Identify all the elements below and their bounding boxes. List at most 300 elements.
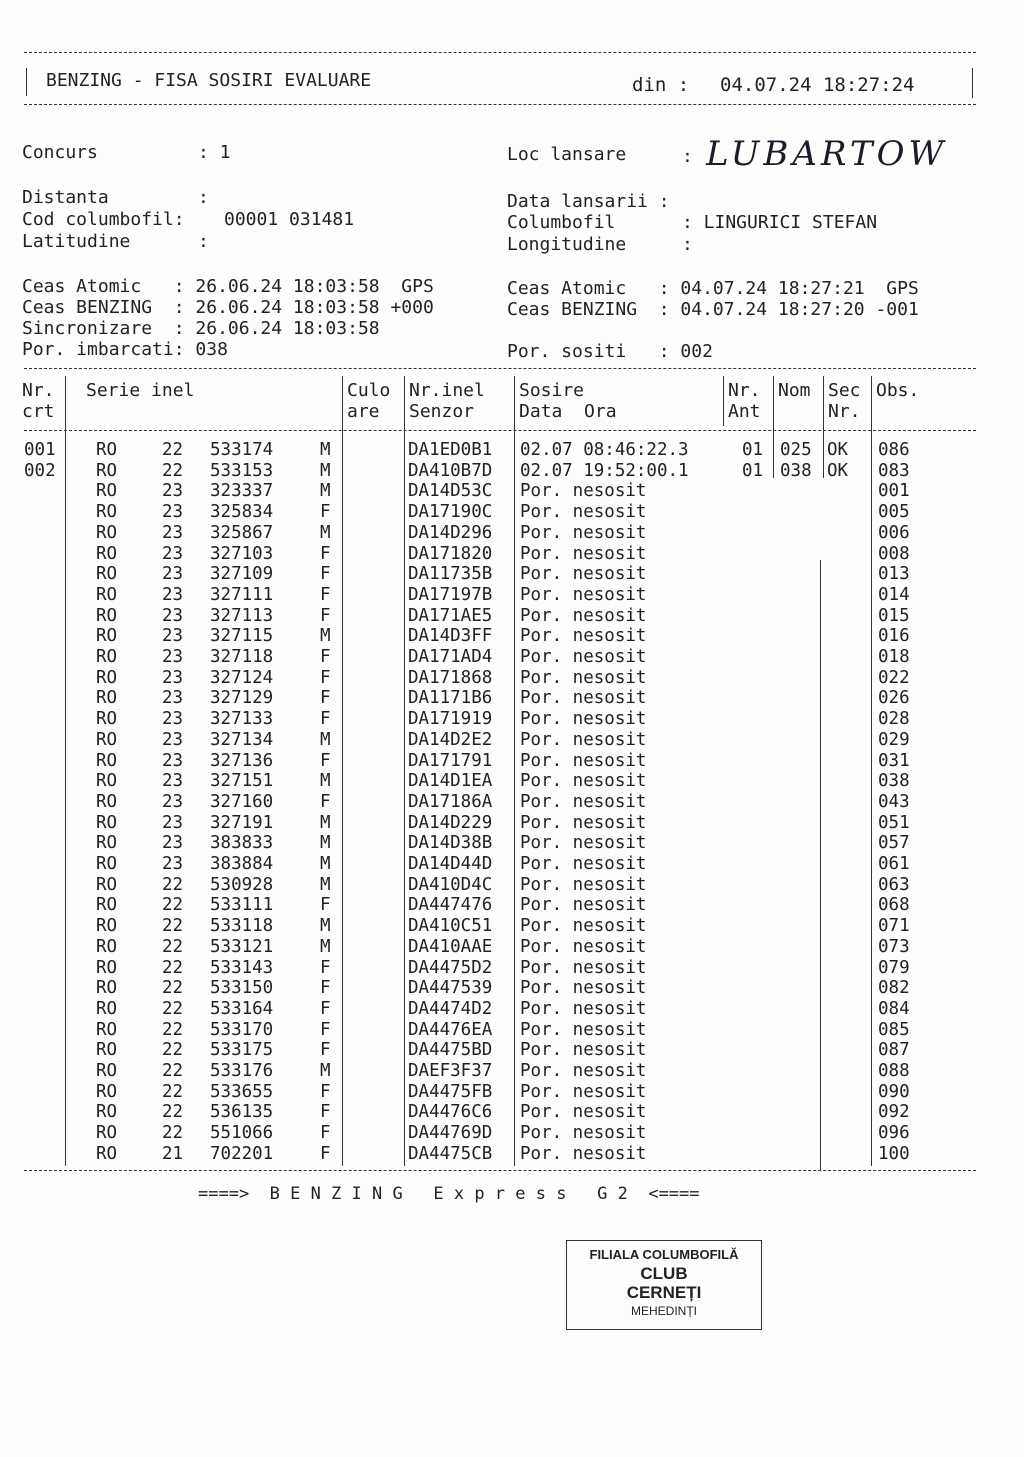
cell-so: Por. nesosit [520, 936, 647, 957]
cell-so: Por. nesosit [520, 812, 647, 833]
cell-obs: 068 [878, 895, 910, 916]
cell-a: 01 [742, 460, 764, 481]
cell-so: Por. nesosit [520, 1040, 647, 1061]
cell-obs: 096 [878, 1123, 910, 1144]
cell-n: 327151 [210, 771, 274, 792]
cell-c: RO [96, 791, 118, 812]
cell-sec: OK [827, 440, 849, 460]
cell-z: DA14D229 [408, 812, 493, 833]
cell-y: 23 [162, 667, 184, 688]
cell-so: Por. nesosit [520, 605, 647, 626]
cell-z: DA410B7D [408, 460, 493, 481]
cell-n: 327133 [210, 709, 274, 730]
latitudine-value: : [198, 231, 209, 252]
cell-z: DA4474D2 [408, 998, 493, 1019]
latitudine-label: Latitudine [22, 231, 131, 252]
cell-y: 23 [162, 833, 184, 854]
table-row [24, 564, 984, 585]
header-left-border [26, 68, 27, 96]
sincronizare: Sincronizare : 26.06.24 18:03:58 [22, 318, 380, 339]
cell-so: Por. nesosit [520, 895, 647, 916]
cell-z: DA4475CB [408, 1143, 493, 1164]
cell-n: 323337 [210, 481, 274, 502]
col-sep [723, 376, 724, 426]
table-row [24, 1040, 984, 1061]
cell-n: 327129 [210, 688, 274, 709]
col-sec: Sec [828, 380, 861, 401]
cell-z: DA11735B [408, 564, 493, 585]
cell-n: 533121 [210, 936, 274, 957]
cell-n: 327160 [210, 791, 274, 812]
cell-obs: 086 [878, 440, 910, 460]
cell-s: M [320, 1061, 331, 1081]
cell-c: RO [96, 605, 118, 626]
cell-crt: 001 [24, 440, 56, 460]
cell-y: 21 [162, 1143, 184, 1164]
cell-z: DA410D4C [408, 874, 493, 895]
cell-z: DA447476 [408, 895, 493, 916]
cell-so: Por. nesosit [520, 1019, 647, 1040]
cell-n: 533143 [210, 957, 274, 978]
cell-y: 22 [162, 874, 184, 895]
cell-n: 533176 [210, 1061, 274, 1081]
cell-n: 702201 [210, 1143, 274, 1164]
cell-c: RO [96, 1123, 118, 1144]
col-nrinel: Nr.inel [409, 380, 485, 401]
cell-c: RO [96, 895, 118, 916]
concurs-label: Concurs [22, 142, 98, 163]
cell-y: 23 [162, 626, 184, 647]
cell-n: 533150 [210, 978, 274, 999]
cell-c: RO [96, 688, 118, 709]
cell-s: F [320, 1040, 331, 1061]
header-bottom-border [24, 104, 976, 105]
cell-z: DA4475BD [408, 1040, 493, 1061]
cell-n: 327111 [210, 584, 274, 605]
cell-so: Por. nesosit [520, 543, 647, 564]
ceas-benzing-end: Ceas BENZING : 04.07.24 18:27:20 -001 [507, 299, 919, 320]
table-row [24, 978, 984, 999]
cell-s: M [320, 833, 331, 854]
cell-y: 22 [162, 440, 184, 460]
cell-n: 383833 [210, 833, 274, 854]
table-row [24, 544, 984, 565]
col-senzor: Senzor [409, 401, 475, 422]
cell-s: F [320, 791, 331, 812]
cell-so: Por. nesosit [520, 481, 647, 502]
table-top-border [24, 368, 976, 369]
cell-c: RO [96, 833, 118, 854]
cell-n: 533111 [210, 895, 274, 916]
cell-obs: 038 [878, 771, 910, 792]
cell-s: M [320, 729, 331, 750]
cell-s: F [320, 584, 331, 605]
cell-y: 22 [162, 957, 184, 978]
cell-n: 383884 [210, 854, 274, 874]
table-row [24, 668, 984, 689]
cell-obs: 057 [878, 833, 910, 854]
cell-y: 22 [162, 998, 184, 1019]
columbofil-value: : LINGURICI STEFAN [682, 212, 878, 233]
cell-obs: 071 [878, 916, 910, 937]
table-row [24, 813, 984, 834]
cell-n: 530928 [210, 874, 274, 895]
cell-so: Por. nesosit [520, 874, 647, 895]
cell-sec: OK [827, 460, 849, 481]
cell-z: DA14D44D [408, 854, 493, 874]
cell-so: Por. nesosit [520, 626, 647, 647]
cell-y: 23 [162, 584, 184, 605]
cell-obs: 022 [878, 667, 910, 688]
table-row [24, 1082, 984, 1103]
cell-y: 22 [162, 1061, 184, 1081]
cell-s: F [320, 1143, 331, 1164]
longitudine-label: Longitudine [507, 234, 627, 255]
cell-y: 23 [162, 502, 184, 523]
cell-c: RO [96, 543, 118, 564]
cell-y: 23 [162, 854, 184, 874]
cell-s: F [320, 1102, 331, 1123]
table-row [24, 626, 984, 647]
cell-c: RO [96, 750, 118, 771]
cell-n: 327118 [210, 647, 274, 667]
cell-z: DA4475FB [408, 1081, 493, 1102]
cod-label: Cod columbofil: [22, 209, 185, 230]
cell-y: 23 [162, 605, 184, 626]
cell-so: Por. nesosit [520, 522, 647, 543]
col-ant: Ant [728, 401, 761, 422]
cell-obs: 018 [878, 647, 910, 667]
cell-so: Por. nesosit [520, 667, 647, 688]
table-row [24, 833, 984, 854]
cell-s: F [320, 1019, 331, 1040]
table-row [24, 585, 984, 606]
cell-so: Por. nesosit [520, 978, 647, 999]
cell-s: M [320, 481, 331, 502]
table-row [24, 854, 984, 875]
cell-y: 23 [162, 812, 184, 833]
cell-so: Por. nesosit [520, 1081, 647, 1102]
cell-n: 327115 [210, 626, 274, 647]
cell-n: 327136 [210, 750, 274, 771]
col-data-ora: Data Ora [519, 401, 617, 422]
cell-so: Por. nesosit [520, 771, 647, 792]
table-row [24, 440, 984, 461]
cell-c: RO [96, 874, 118, 895]
cell-c: RO [96, 771, 118, 792]
por-imbarcati: Por. imbarcati: 038 [22, 339, 228, 360]
cell-y: 23 [162, 647, 184, 667]
cell-s: F [320, 647, 331, 667]
cell-obs: 008 [878, 543, 910, 564]
cell-n: 325834 [210, 502, 274, 523]
cell-s: M [320, 522, 331, 543]
table-row [24, 1020, 984, 1041]
cell-so: Por. nesosit [520, 564, 647, 585]
cell-obs: 026 [878, 688, 910, 709]
loc-colon: : [682, 146, 693, 167]
cell-s: F [320, 895, 331, 916]
cell-s: M [320, 936, 331, 957]
cell-z: DA17197B [408, 584, 493, 605]
cell-n: 327124 [210, 667, 274, 688]
footer-banner: ====> B E N Z I N G E x p r e s s G 2 <==== [198, 1184, 700, 1204]
cell-nom: 025 [780, 440, 812, 460]
data-lansarii-label: Data lansarii : [507, 191, 670, 212]
cell-c: RO [96, 1061, 118, 1081]
cell-n: 536135 [210, 1102, 274, 1123]
cell-obs: 082 [878, 978, 910, 999]
cell-n: 533153 [210, 460, 274, 481]
cell-y: 23 [162, 543, 184, 564]
table-row [24, 792, 984, 813]
cell-n: 325867 [210, 522, 274, 543]
cell-obs: 015 [878, 605, 910, 626]
din-value: 04.07.24 18:27:24 [720, 74, 915, 96]
din-label: din : [632, 74, 690, 96]
table-row [24, 958, 984, 979]
table-row [24, 1123, 984, 1144]
table-row [24, 606, 984, 627]
cell-c: RO [96, 998, 118, 1019]
cell-y: 23 [162, 791, 184, 812]
loc-label: Loc lansare [507, 144, 627, 165]
cell-z: DA4476EA [408, 1019, 493, 1040]
table-row [24, 1061, 984, 1082]
table-row [24, 916, 984, 937]
cell-obs: 087 [878, 1040, 910, 1061]
cell-y: 22 [162, 895, 184, 916]
cell-so: Por. nesosit [520, 709, 647, 730]
cell-s: F [320, 978, 331, 999]
table-row [24, 688, 984, 709]
cell-so: Por. nesosit [520, 688, 647, 709]
cell-c: RO [96, 522, 118, 543]
por-sositi: Por. sositi : 002 [507, 341, 713, 362]
cell-s: F [320, 605, 331, 626]
cell-s: F [320, 709, 331, 730]
cell-so: Por. nesosit [520, 1143, 647, 1164]
cell-z: DA14D296 [408, 522, 493, 543]
cell-z: DA4475D2 [408, 957, 493, 978]
cell-z: DA14D2E2 [408, 729, 493, 750]
cell-z: DA1ED0B1 [408, 440, 493, 460]
cell-n: 327113 [210, 605, 274, 626]
cell-c: RO [96, 812, 118, 833]
col-culo: Culo [347, 380, 391, 401]
cell-c: RO [96, 667, 118, 688]
cell-so: Por. nesosit [520, 502, 647, 523]
cell-s: F [320, 750, 331, 771]
stamp-line-4: MEHEDINȚI [631, 1304, 697, 1318]
cell-a: 01 [742, 440, 764, 460]
cell-z: DAEF3F37 [408, 1061, 493, 1081]
table-row [24, 751, 984, 772]
cell-so: Por. nesosit [520, 1102, 647, 1123]
col-sec-nr: Nr. [828, 401, 861, 422]
cell-z: DA14D1EA [408, 771, 493, 792]
cell-s: M [320, 916, 331, 937]
cell-s: F [320, 957, 331, 978]
table-row [24, 709, 984, 730]
table-row [24, 937, 984, 958]
cell-c: RO [96, 957, 118, 978]
distanta-value: : [198, 187, 209, 208]
cell-n: 327191 [210, 812, 274, 833]
cell-z: DA17186A [408, 791, 493, 812]
ceas-atomic-end: Ceas Atomic : 04.07.24 18:27:21 GPS [507, 278, 919, 299]
cell-obs: 014 [878, 584, 910, 605]
cell-c: RO [96, 460, 118, 481]
cell-s: F [320, 998, 331, 1019]
cell-z: DA1171B6 [408, 688, 493, 709]
cell-so: Por. nesosit [520, 854, 647, 874]
cell-z: DA171868 [408, 667, 493, 688]
cell-c: RO [96, 978, 118, 999]
header-top-border [24, 52, 976, 53]
cell-y: 23 [162, 522, 184, 543]
cell-c: RO [96, 1040, 118, 1061]
cell-z: DA14D53C [408, 481, 493, 502]
cell-c: RO [96, 481, 118, 502]
cod-value: 00001 031481 [224, 209, 355, 230]
cell-n: 327103 [210, 543, 274, 564]
cell-s: F [320, 502, 331, 523]
table-row [24, 1102, 984, 1123]
distanta-label: Distanta [22, 187, 109, 208]
col-sosire: Sosire [519, 380, 585, 401]
table-row [24, 730, 984, 751]
cell-y: 22 [162, 1102, 184, 1123]
col-nr-ant: Nr. [728, 380, 761, 401]
stamp-line-3: CERNEȚI [626, 1283, 702, 1302]
cell-so: Por. nesosit [520, 584, 647, 605]
longitudine-value: : [682, 234, 693, 255]
cell-obs: 031 [878, 750, 910, 771]
cell-c: RO [96, 1143, 118, 1164]
col-nom: Nom [778, 380, 811, 401]
cell-obs: 005 [878, 502, 910, 523]
cell-c: RO [96, 564, 118, 585]
cell-s: F [320, 688, 331, 709]
cell-z: DA17190C [408, 502, 493, 523]
cell-crt: 002 [24, 460, 56, 481]
cell-c: RO [96, 854, 118, 874]
cell-c: RO [96, 502, 118, 523]
cell-c: RO [96, 729, 118, 750]
cell-y: 22 [162, 1123, 184, 1144]
cell-y: 22 [162, 916, 184, 937]
table-header-border [24, 430, 976, 431]
cell-y: 22 [162, 936, 184, 957]
cell-obs: 029 [878, 729, 910, 750]
table-row [24, 1144, 984, 1165]
cell-c: RO [96, 626, 118, 647]
cell-obs: 061 [878, 854, 910, 874]
table-row [24, 461, 984, 482]
cell-y: 22 [162, 1019, 184, 1040]
cell-obs: 016 [878, 626, 910, 647]
cell-n: 327134 [210, 729, 274, 750]
cell-obs: 085 [878, 1019, 910, 1040]
cell-obs: 100 [878, 1143, 910, 1164]
cell-so: Por. nesosit [520, 998, 647, 1019]
cell-z: DA44769D [408, 1123, 493, 1144]
cell-s: M [320, 460, 331, 481]
cell-z: DA171919 [408, 709, 493, 730]
cell-so: Por. nesosit [520, 957, 647, 978]
col-crt: crt [22, 401, 55, 422]
col-culoare: are [347, 401, 380, 422]
cell-z: DA171AD4 [408, 647, 493, 667]
cell-obs: 084 [878, 998, 910, 1019]
cell-n: 327109 [210, 564, 274, 585]
cell-s: F [320, 667, 331, 688]
cell-obs: 051 [878, 812, 910, 833]
concurs-value: : 1 [198, 142, 231, 163]
cell-obs: 092 [878, 1102, 910, 1123]
cell-y: 23 [162, 709, 184, 730]
cell-z: DA171820 [408, 543, 493, 564]
cell-so: Por. nesosit [520, 833, 647, 854]
cell-s: M [320, 854, 331, 874]
cell-c: RO [96, 440, 118, 460]
cell-so: Por. nesosit [520, 916, 647, 937]
col-obs: Obs. [876, 380, 920, 401]
cell-obs: 083 [878, 460, 910, 481]
cell-y: 23 [162, 481, 184, 502]
table-row [24, 875, 984, 896]
cell-s: M [320, 626, 331, 647]
cell-s: M [320, 874, 331, 895]
cell-z: DA4476C6 [408, 1102, 493, 1123]
cell-s: M [320, 771, 331, 792]
cell-obs: 063 [878, 874, 910, 895]
cell-n: 533170 [210, 1019, 274, 1040]
cell-z: DA14D38B [408, 833, 493, 854]
cell-y: 22 [162, 1040, 184, 1061]
cell-c: RO [96, 1102, 118, 1123]
cell-so: Por. nesosit [520, 729, 647, 750]
cell-s: F [320, 543, 331, 564]
cell-obs: 079 [878, 957, 910, 978]
cell-obs: 090 [878, 1081, 910, 1102]
cell-so: 02.07 19:52:00.1 [520, 460, 689, 481]
cell-so: Por. nesosit [520, 1123, 647, 1144]
cell-n: 533175 [210, 1040, 274, 1061]
cell-y: 23 [162, 688, 184, 709]
col-nr: Nr. [22, 380, 55, 401]
cell-c: RO [96, 1019, 118, 1040]
cell-z: DA410AAE [408, 936, 493, 957]
cell-obs: 013 [878, 564, 910, 585]
cell-n: 533164 [210, 998, 274, 1019]
cell-c: RO [96, 584, 118, 605]
cell-s: F [320, 564, 331, 585]
stamp-line-2: CLUB [640, 1264, 688, 1283]
cell-y: 22 [162, 1081, 184, 1102]
cell-so: Por. nesosit [520, 750, 647, 771]
table-bottom-border [24, 1170, 976, 1171]
table-row [24, 999, 984, 1020]
table-row [24, 895, 984, 916]
col-serie-inel: Serie inel [86, 380, 195, 401]
table-row [24, 523, 984, 544]
cell-obs: 006 [878, 522, 910, 543]
cell-y: 23 [162, 750, 184, 771]
cell-n: 533118 [210, 916, 274, 937]
cell-s: F [320, 1081, 331, 1102]
